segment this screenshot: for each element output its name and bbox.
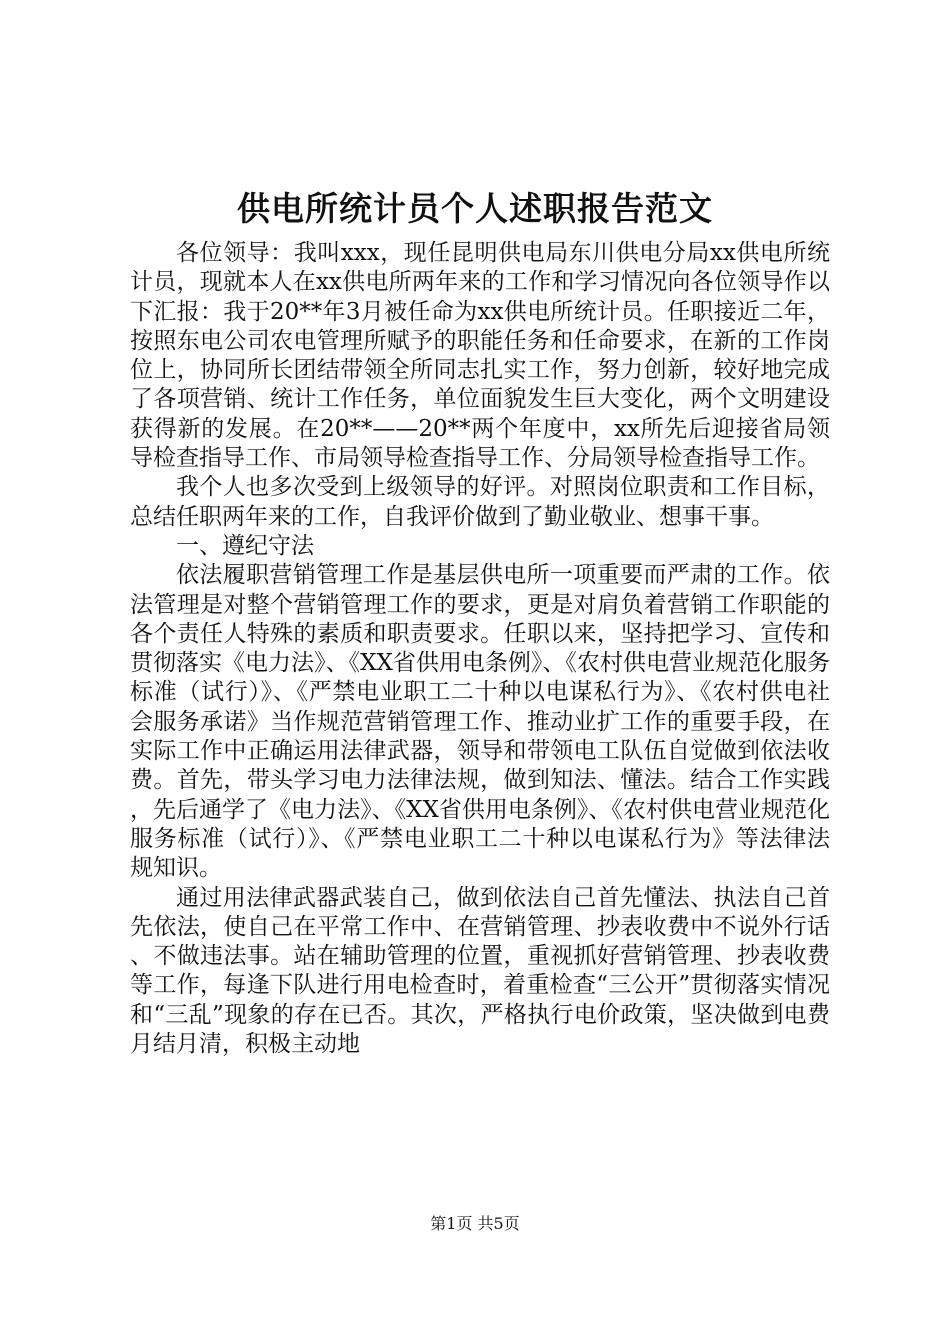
paragraph-self-evaluation: 我个人也多次受到上级领导的好评。对照岗位职责和工作目标，总结任职两年来的工作，自我评价做到了勤业敬业、想事干事。 — [130, 474, 830, 530]
section-heading-law: 一、遵纪守法 — [176, 532, 314, 559]
paragraph-law-management: 依法履职营销管理工作是基层供电所一项重要而严肃的工作。依法管理是对整个营销管理工作的要求，更是对肩负着营销工作职能的各个责任人特殊的素质和职责要求。任职以来，坚持把学习、宣传和贯彻落实《电力法》、《XX省供用电条例》、《农村供电营业规范化服务标准（试行）》、《严禁电业职工二十种以电谋私行为》、《农村供电社会服务承诺》当作规范营销管理工作、推动业扩工作的重要手段，在实际工作中正确运用法律武器，领导和带领电工队伍自觉做到依法收费。首先，带头学习电力法律法规，做到知法、懂法。结合工作实践，先后通学了《电力法》、《XX省供用电条例》、《农村供电营业规范化服务标准（试行）》、《严禁电业职工二十种以电谋私行为》等法律法规知识。 — [130, 562, 830, 882]
document-body — [130, 239, 830, 1059]
page-number-footer: 第1页 共5页 — [430, 1214, 520, 1233]
document-title: 供电所统计员个人述职报告范文 — [237, 189, 713, 228]
paragraph-intro: 各位领导：我叫xxx，现任昆明供电局东川供电分局xx供电所统计员，现就本人在xx供电所两年来的工作和学习情况向各位领导作以下汇报：我于20**年3月被任命为xx供电所统计员。任职接近二年，按照东电公司农电管理所赋予的职能任务和任命要求，在新的工作岗位上，协同所长团结带领全所同志扎实工作，努力创新，较好地完成了各项营销、统计工作任务，单位面貌发生巨大变化，两个文明建设获得新的发展。在20**——20**两个年度中，xx所先后迎接省局领导检查指导工作、市局领导检查指导工作、分局领导检查指导工作。 — [130, 240, 830, 472]
paragraph-law-practice: 通过用法律武器武装自己，做到依法自己首先懂法、执法自己首先依法，使自己在平常工作中、在营销管理、抄表收费中不说外行话、不做违法事。站在辅助管理的位置，重视抓好营销管理、抄表收费等工作，每逢下队进行用电检查时，着重检查“三公开”贯彻落实情况和“三乱”现象的存在已否。其次，严格执行电价政策，坚决做到电费月结月清，积极主动地 — [130, 884, 830, 1058]
